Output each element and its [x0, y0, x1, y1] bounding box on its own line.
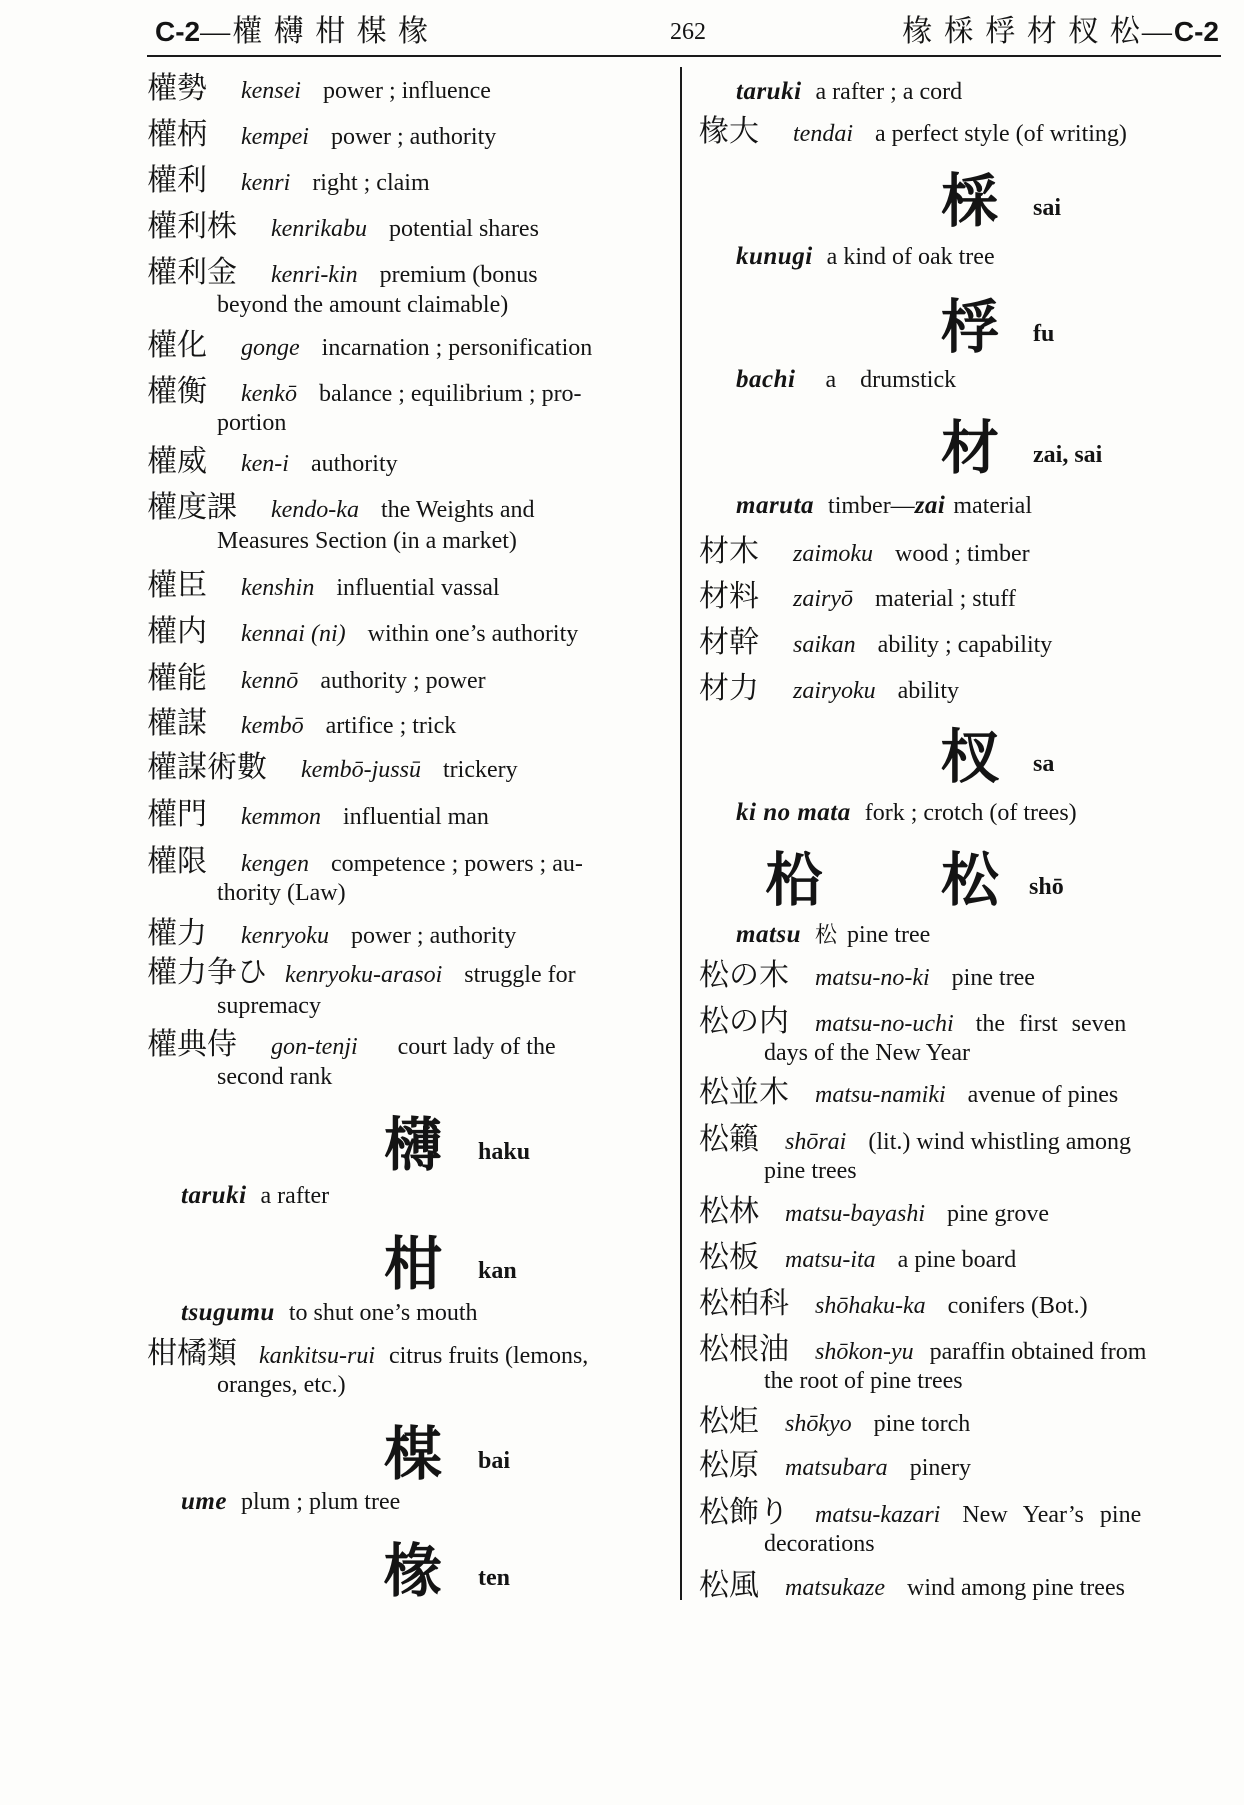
- entry-reading: matsu-no-uchi: [815, 1011, 954, 1037]
- page-number: 262: [670, 19, 706, 45]
- entry-reading: kenri: [241, 170, 291, 196]
- entry-gloss-continued: days of the New Year: [764, 1040, 970, 1066]
- entry-reading: matsu-no-ki: [815, 965, 930, 991]
- entry-gloss-continued: Measures Section (in a market): [217, 528, 517, 554]
- entry-gloss: within one’s authority: [367, 621, 579, 647]
- entry-gloss: authority: [310, 451, 398, 477]
- entry-reading: shōkon-yu: [815, 1339, 914, 1365]
- kun-reading-line: [181, 1484, 400, 1520]
- character-heading-fu: [0, 296, 1244, 360]
- entry-kanji: 權利金: [147, 256, 237, 289]
- entry-kanji: 權度課: [147, 491, 237, 524]
- entry-kanji: 松柏科: [699, 1287, 789, 1320]
- entry: [699, 1448, 971, 1486]
- entry-reading: kenshin: [241, 575, 315, 601]
- entry-gloss: power ; influence: [322, 78, 491, 104]
- kun-reading-line: [736, 239, 995, 275]
- entry-gloss-continued: portion: [217, 410, 287, 436]
- entry-kanji: 權内: [147, 615, 207, 648]
- heading-kanji: 椽: [384, 1539, 443, 1604]
- entry-gloss: struggle for: [464, 962, 576, 988]
- inline-kanji: 松: [815, 922, 838, 947]
- entry-reading: matsu-bayashi: [785, 1201, 925, 1227]
- kun-reading-line: [736, 488, 1032, 524]
- heading-romanization: shō: [1029, 874, 1064, 900]
- headword-gloss: fork ; crotch (of trees): [864, 800, 1077, 826]
- entry-gloss-continued: decorations: [764, 1531, 875, 1557]
- entry-gloss: (lit.) wind whistling among: [868, 1129, 1132, 1155]
- headword-secondary: zai: [914, 492, 946, 519]
- entry-kanji: 權力: [147, 917, 207, 950]
- headword: kunugi: [736, 243, 813, 270]
- entry-reading: kankitsu-rui: [259, 1343, 375, 1369]
- entry-gloss: New Year’s pine: [962, 1502, 1142, 1528]
- entry-kanji: 松並木: [699, 1076, 789, 1109]
- entry: [699, 579, 1016, 617]
- entry-reading: shōrai: [785, 1129, 847, 1155]
- entry-kanji: 權威: [147, 445, 207, 478]
- heading-kanji: 棌: [941, 169, 1000, 234]
- heading-romanization: zai, sai: [1033, 442, 1103, 468]
- entry-kanji: 權利株: [147, 210, 237, 243]
- headword-gloss: plum ; plum tree: [240, 1489, 401, 1515]
- headword-gloss: a rafter: [260, 1183, 330, 1209]
- headword-gloss: to shut one’s mouth: [288, 1300, 478, 1326]
- headword: tsugumu: [181, 1299, 275, 1326]
- entry-kanji: 松原: [699, 1449, 759, 1482]
- entry-reading: kenryoku: [241, 923, 329, 949]
- entry: [147, 955, 576, 993]
- entry-reading: matsu-kazari: [815, 1502, 941, 1528]
- entry-gloss: pine torch: [873, 1411, 971, 1437]
- headword: ki no mata: [736, 799, 851, 826]
- heading-kanji: 杈: [941, 725, 1000, 790]
- entry-gloss: right ; claim: [312, 170, 430, 196]
- entry-gloss: incarnation ; personification: [321, 335, 593, 361]
- entry: [699, 534, 1030, 572]
- entry-reading: tendai: [793, 121, 853, 147]
- entry: [699, 958, 1035, 996]
- header-right-characters: 椽 棌 桴 材 杈 松—: [902, 15, 1174, 48]
- entry-gloss: authority ; power: [320, 668, 486, 694]
- entry-gloss-continued: second rank: [217, 1064, 333, 1090]
- entry-reading: shōkyo: [785, 1411, 852, 1437]
- entry-gloss: avenue of pines: [967, 1082, 1119, 1108]
- entry-kanji: 柑橘類: [147, 1337, 237, 1370]
- entry-kanji: 權典侍: [147, 1028, 237, 1061]
- entry-gloss: wood ; timber: [895, 541, 1030, 567]
- entry-kanji: 松の内: [699, 1005, 789, 1038]
- entry-reading: matsu-ita: [785, 1247, 876, 1273]
- entry-kanji: 權化: [147, 329, 207, 362]
- entry-gloss: wind among pine trees: [906, 1575, 1125, 1601]
- entry: [147, 117, 496, 155]
- entry-kanji: 松炬: [699, 1405, 759, 1438]
- headword-gloss: a drumstick: [825, 367, 957, 393]
- entry-reading: zairyō: [793, 586, 853, 612]
- entry-reading: matsubara: [785, 1455, 888, 1481]
- entry-reading: zairyoku: [793, 678, 876, 704]
- entry: [147, 374, 582, 412]
- heading-kanji: 楳: [384, 1422, 443, 1487]
- entry-kanji: 權能: [147, 662, 207, 695]
- entry-reading: kendo-ka: [271, 497, 359, 523]
- entry: [147, 614, 578, 652]
- entry-gloss: balance ; equilibrium ; pro-: [318, 381, 582, 407]
- entry-kanji: 材力: [699, 672, 759, 705]
- entry-kanji: 權門: [147, 798, 207, 831]
- entry-kanji: 權謀術數: [147, 751, 267, 784]
- entry: [699, 1194, 1049, 1232]
- entry-gloss: premium (bonus: [379, 262, 538, 288]
- character-heading-sho: [0, 849, 1244, 913]
- entry-kanji: 材料: [699, 580, 759, 613]
- entry-kanji: 權臣: [147, 569, 207, 602]
- heading-romanization: sai: [1033, 195, 1062, 221]
- entry-reading: kemmon: [241, 804, 321, 830]
- entry: [699, 114, 1127, 152]
- entry: [147, 1027, 556, 1065]
- headword: taruki: [181, 1182, 247, 1209]
- character-heading-sai: [0, 170, 1244, 234]
- heading-romanization: fu: [1033, 321, 1055, 347]
- entry-gloss-continued: thority (Law): [217, 880, 346, 906]
- entry-gloss-continued: the root of pine trees: [764, 1368, 963, 1394]
- headword-gloss: a rafter ; a cord: [815, 79, 963, 105]
- entry-gloss: court lady of the: [397, 1034, 556, 1060]
- entry-reading: kensei: [241, 78, 301, 104]
- header-rule: [147, 55, 1221, 57]
- entry-reading: kennō: [241, 668, 299, 694]
- entry-kanji: 松板: [699, 1241, 759, 1274]
- header-left: [155, 12, 430, 57]
- entry-reading: ken-i: [241, 451, 289, 477]
- kun-reading-line: [181, 1295, 478, 1331]
- headword: ume: [181, 1488, 227, 1515]
- entry-kanji: 松風: [699, 1569, 759, 1602]
- heading-romanization: sa: [1033, 751, 1055, 777]
- entry-kanji: 松飾り: [699, 1496, 789, 1529]
- entry: [147, 1336, 588, 1374]
- kun-reading-line: [736, 917, 930, 953]
- character-heading-zai: [0, 417, 1244, 481]
- entry-kanji: 材木: [699, 535, 759, 568]
- entry-gloss: power ; authority: [350, 923, 517, 949]
- header-right: [902, 12, 1219, 57]
- entry-reading: kenrikabu: [271, 216, 367, 242]
- entry: [699, 1240, 1016, 1278]
- entry-reading: saikan: [793, 632, 856, 658]
- entry-gloss: a pine board: [897, 1247, 1017, 1273]
- entry: [147, 916, 516, 954]
- entry-gloss: influential man: [342, 804, 489, 830]
- entry-gloss-continued: supremacy: [217, 993, 321, 1019]
- heading-romanization: ten: [478, 1565, 510, 1591]
- entry-reading: matsu-namiki: [815, 1082, 946, 1108]
- heading-romanization: bai: [478, 1448, 511, 1474]
- character-heading-sa: [0, 726, 1244, 790]
- entry: [699, 1286, 1088, 1324]
- entry-reading: kenryoku-arasoi: [285, 962, 443, 988]
- entry-gloss: power ; authority: [330, 124, 497, 150]
- entry: [147, 568, 500, 606]
- entry-reading: kenri-kin: [271, 262, 358, 288]
- entry-gloss: the first seven: [975, 1011, 1127, 1037]
- entry-gloss: pine tree: [951, 965, 1035, 991]
- entry-gloss: ability ; capability: [877, 632, 1053, 658]
- entry-kanji: 權衡: [147, 375, 207, 408]
- heading-kanji: 欂: [384, 1113, 443, 1178]
- headword-gloss: timber—: [828, 493, 915, 519]
- entry-gloss: citrus fruits (lemons,: [388, 1343, 589, 1369]
- entry: [147, 797, 489, 835]
- entry-gloss-continued: pine trees: [764, 1158, 857, 1184]
- heading-variant-kanji: 柗: [765, 848, 824, 913]
- entry-gloss-continued: beyond the amount claimable): [217, 292, 509, 318]
- entry: [699, 625, 1052, 663]
- entry-reading: kempei: [241, 124, 309, 150]
- heading-kanji: 材: [941, 416, 1000, 481]
- header-left-characters: —權 欂 柑 楳 椽: [200, 15, 431, 48]
- entry: [699, 671, 959, 709]
- entry-kanji: 松の木: [699, 959, 789, 992]
- entry-reading: kennai (ni): [241, 621, 346, 647]
- entry-gloss: paraffin obtained from: [929, 1339, 1147, 1365]
- headword-gloss: a kind of oak tree: [826, 244, 995, 270]
- entry-kanji: 權勢: [147, 72, 207, 105]
- entry-reading: gonge: [241, 335, 300, 361]
- kun-reading-line: [181, 1178, 329, 1214]
- character-heading-bai: [0, 1423, 1244, 1487]
- heading-romanization: kan: [478, 1258, 517, 1284]
- entry-gloss: artifice ; trick: [325, 713, 457, 739]
- entry-kanji: 權柄: [147, 118, 207, 151]
- heading-kanji: 桴: [941, 295, 1000, 360]
- entry: [699, 1075, 1118, 1113]
- kun-reading-line: [736, 795, 1077, 831]
- entry-reading: gon-tenji: [271, 1034, 358, 1060]
- entry: [147, 661, 486, 699]
- entry-reading: kembō-jussū: [301, 757, 421, 783]
- heading-romanization: haku: [478, 1139, 531, 1165]
- kun-reading-line: [736, 74, 962, 110]
- entry-gloss: influential vassal: [336, 575, 500, 601]
- entry-gloss: pine grove: [947, 1201, 1049, 1227]
- section-code: C-2: [155, 16, 201, 47]
- heading-kanji: 柑: [384, 1232, 443, 1297]
- section-code: C-2: [1173, 16, 1219, 47]
- headword: bachi: [736, 366, 796, 393]
- entry-gloss: conifers (Bot.): [947, 1293, 1088, 1319]
- entry-reading: kenkō: [241, 381, 297, 407]
- entry-kanji: 松根油: [699, 1333, 789, 1366]
- entry-reading: shōhaku-ka: [815, 1293, 926, 1319]
- entry-reading: kengen: [241, 851, 309, 877]
- entry: [699, 1568, 1125, 1606]
- entry-reading: zaimoku: [793, 541, 873, 567]
- entry-gloss: material ; stuff: [875, 586, 1016, 612]
- entry-gloss: ability: [897, 678, 959, 704]
- entry-reading: kembō: [241, 713, 304, 739]
- headword-gloss: pine tree: [847, 922, 931, 948]
- entry-gloss: a perfect style (of writing): [875, 121, 1127, 147]
- headword: matsu: [736, 921, 802, 948]
- entry-kanji: 材幹: [699, 626, 759, 659]
- entry-kanji: 權謀: [147, 707, 207, 740]
- entry-kanji: 松林: [699, 1195, 759, 1228]
- entry-kanji: 松籟: [699, 1123, 759, 1156]
- entry-reading: matsukaze: [785, 1575, 885, 1601]
- entry-gloss: potential shares: [388, 216, 539, 242]
- headword: taruki: [736, 78, 802, 105]
- entry-gloss: the Weights and: [380, 497, 535, 523]
- entry: [147, 71, 491, 109]
- entry-gloss: pinery: [909, 1455, 971, 1481]
- entry-kanji: 權力争ひ: [147, 956, 267, 989]
- headword: maruta: [736, 492, 815, 519]
- kun-reading-line: [736, 362, 956, 398]
- headword-secondary-gloss: material: [953, 493, 1032, 519]
- entry-kanji: 椽大: [699, 115, 759, 148]
- entry-gloss: competence ; powers ; au-: [330, 851, 583, 877]
- heading-kanji: 松: [941, 848, 1000, 913]
- entry-kanji: 權利: [147, 164, 207, 197]
- entry-gloss: trickery: [442, 757, 518, 783]
- entry: [699, 1404, 970, 1442]
- entry-gloss-continued: oranges, etc.): [217, 1372, 346, 1398]
- entry-kanji: 權限: [147, 845, 207, 878]
